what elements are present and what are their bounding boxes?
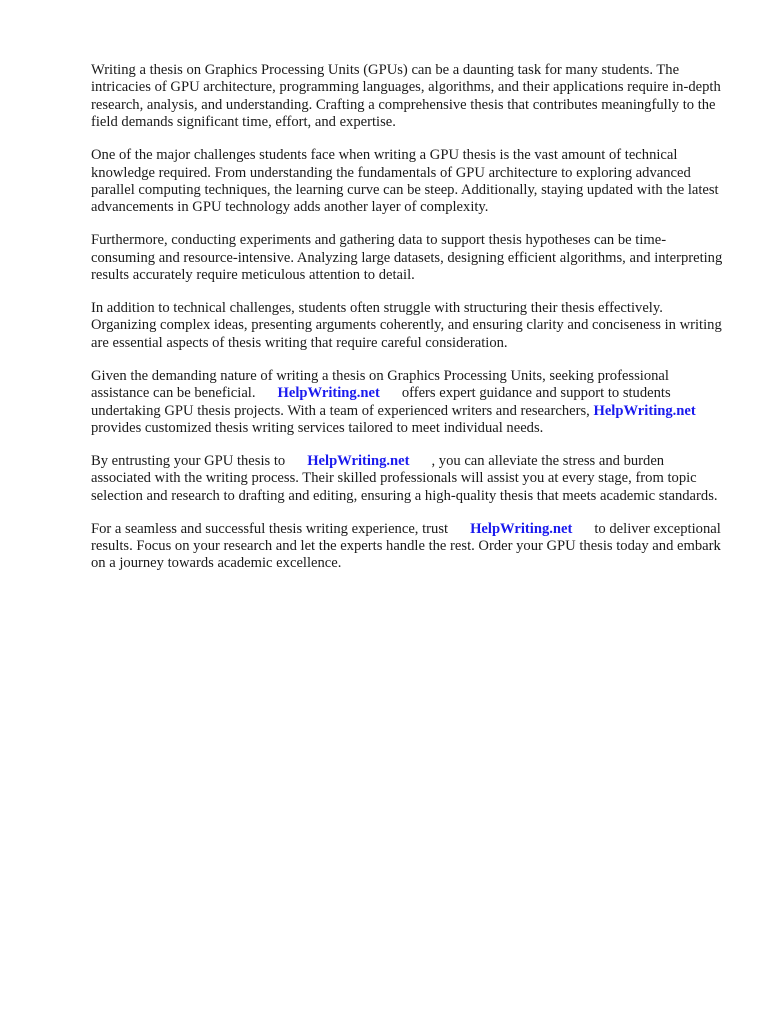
- paragraph-assistance-text-b: offers expert guidance and support to students undertaking GPU thesis projects. With a team of experienced writers and researchers,: [91, 385, 671, 419]
- paragraph-entrusting-text-a: By entrusting your GPU thesis to: [91, 452, 286, 469]
- paragraph-experiments: Furthermore, conducting experiments and gathering data to support thesis hypotheses can be time-consuming and resource-intensive. Analyzing large datasets, designing efficient algorithms, and interpreting results accurately require meticulous attention to detail.: [91, 232, 723, 284]
- paragraph-intro: Writing a thesis on Graphics Processing Units (GPUs) can be a daunting task for many students. The intricacies of GPU architecture, programming languages, algorithms, and their applications require in-depth research, analysis, and understanding. Crafting a comprehensive thesis that contributes meaningfully to the field demands significant time, effort, and expertise.: [91, 62, 721, 131]
- paragraph-challenges: One of the major challenges students face when writing a GPU thesis is the vast amount of technical knowledge required. From understanding the fundamentals of GPU architecture to exploring advanced parallel computing techniques, the learning curve can be steep. Additionally, staying updated with the latest advancements in GPU technology adds another layer of complexity.: [91, 147, 719, 216]
- helpwriting-link[interactable]: HelpWriting.net: [277, 385, 380, 402]
- helpwriting-link[interactable]: HelpWriting.net: [470, 520, 573, 537]
- paragraph-closing-text-b: to deliver exceptional results. Focus on your research and let the experts handle the rest. Order your GPU thesis today and embark on a journey towards academic excellence.: [91, 520, 721, 572]
- helpwriting-link[interactable]: HelpWriting.net: [593, 402, 696, 419]
- paragraph-entrusting: [91, 453, 727, 505]
- document-body: [91, 62, 727, 588]
- paragraph-closing-text-a: For a seamless and successful thesis writing experience, trust: [91, 520, 449, 537]
- paragraph-entrusting-text-b: , you can alleviate the stress and burden associated with the writing process. Their skilled professionals will assist you at every stage, from topic selection and research to drafting and editing, ensuring a high-quality thesis that meets academic standards.: [91, 452, 718, 504]
- helpwriting-link[interactable]: HelpWriting.net: [307, 452, 410, 469]
- paragraph-closing: [91, 521, 727, 573]
- paragraph-assistance: [91, 368, 727, 438]
- paragraph-structuring: In addition to technical challenges, students often struggle with structuring their thesis effectively. Organizing complex ideas, presenting arguments coherently, and ensuring clarity and conciseness in writing are essential aspects of thesis writing that require careful consideration.: [91, 299, 722, 351]
- paragraph-assistance-text-a: Given the demanding nature of writing a thesis on Graphics Processing Units, seeking professional assistance can be beneficial.: [91, 367, 669, 402]
- paragraph-assistance-text-c: provides customized thesis writing services tailored to meet individual needs.: [91, 419, 544, 436]
